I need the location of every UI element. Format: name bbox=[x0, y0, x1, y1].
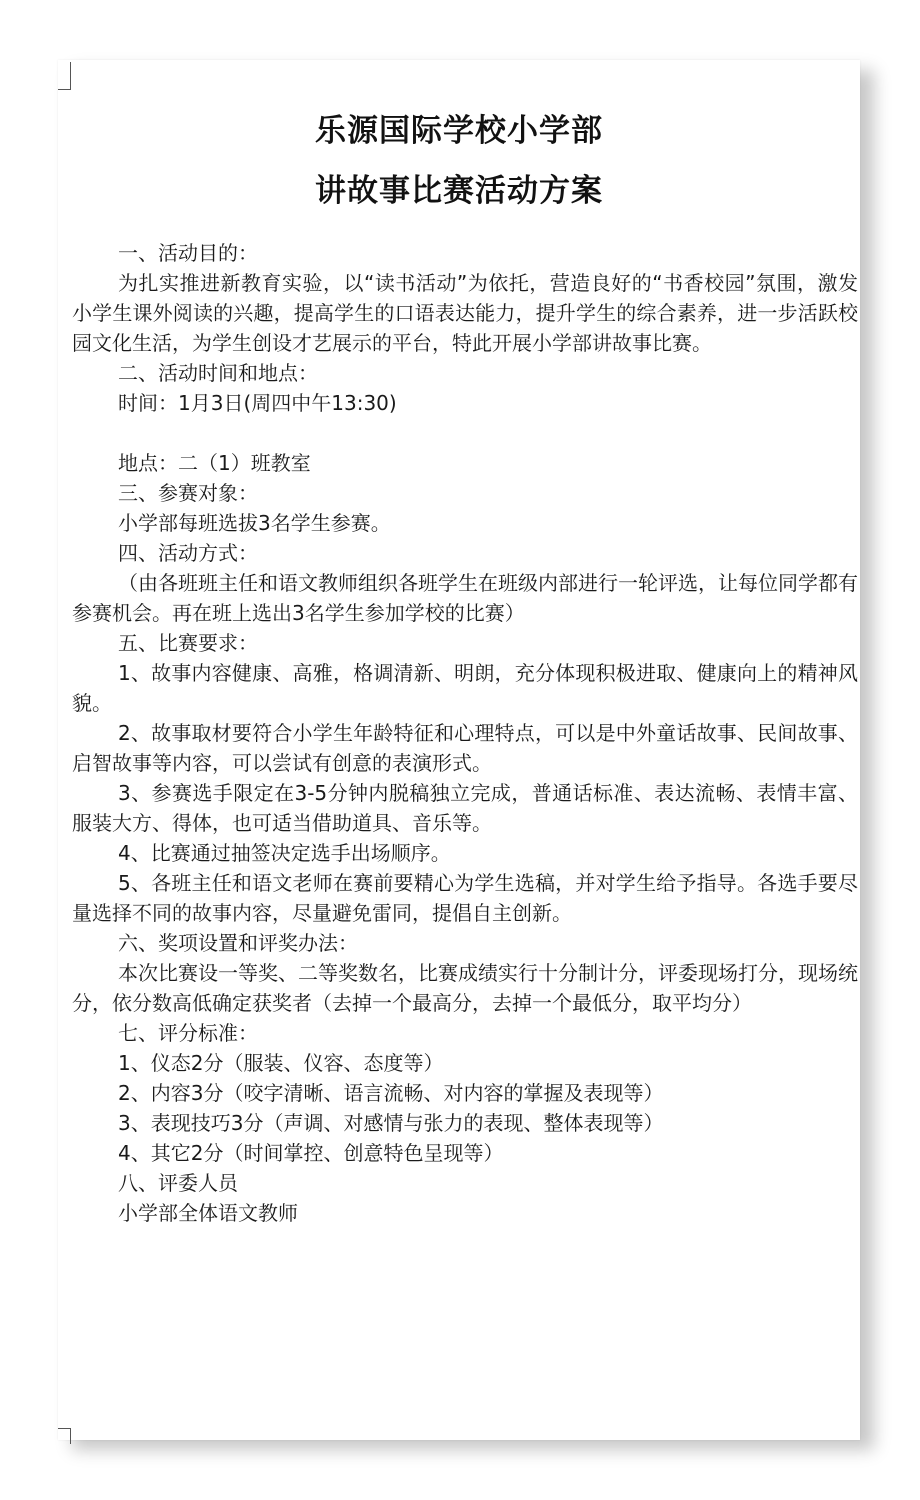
paragraph: 六、奖项设置和评奖办法： bbox=[118, 931, 358, 955]
crop-mark-top-left bbox=[58, 62, 71, 90]
paragraph: 二、活动时间和地点： bbox=[118, 361, 318, 385]
paragraph-blank bbox=[72, 418, 858, 448]
document-title-school: 乐源国际学校小学部 bbox=[315, 113, 603, 149]
paragraph: 4、比赛通过抽签决定选手出场顺序。 bbox=[118, 841, 451, 865]
paragraph: 三、参赛对象： bbox=[118, 481, 258, 505]
paragraph: 2、故事取材要符合小学生年龄特征和心理特点，可以是中外童话故事、民间故事、启智故事等内容，可以尝试有创意的表演形式。 bbox=[72, 721, 858, 775]
paragraph: 1、故事内容健康、高雅，格调清新、明朗，充分体现积极进取、健康向上的精神风貌。 bbox=[72, 661, 858, 715]
paragraph: 4、其它2分（时间掌控、创意特色呈现等） bbox=[118, 1141, 504, 1165]
paragraph: 地点：二（1）班教室 bbox=[118, 451, 311, 475]
paragraph: 七、评分标准： bbox=[118, 1021, 258, 1045]
paragraph: 1、仪态2分（服装、仪容、态度等） bbox=[118, 1051, 444, 1075]
paragraph: 小学部全体语文教师 bbox=[118, 1201, 298, 1225]
paragraph: 为扎实推进新教育实验，以“读书活动”为依托，营造良好的“书香校园”氛围，激发小学生课外阅读的兴趣，提高学生的口语表达能力，提升学生的综合素养，进一步活跃校园文化生活，为学生创设才艺展示的平台，特此开展小学部讲故事比赛。 bbox=[72, 271, 858, 355]
paragraph: 八、评委人员 bbox=[118, 1171, 238, 1195]
paragraph: 五、比赛要求： bbox=[118, 631, 258, 655]
paragraph: 时间：1月3日(周四中午13:30) bbox=[118, 391, 397, 415]
paragraph: 5、各班主任和语文老师在赛前要精心为学生选稿，并对学生给予指导。各选手要尽量选择不同的故事内容，尽量避免雷同，提倡自主创新。 bbox=[72, 871, 858, 925]
document-title-activity: 讲故事比赛活动方案 bbox=[315, 173, 603, 209]
paragraph: 四、活动方式： bbox=[118, 541, 258, 565]
paragraph: 3、参赛选手限定在3-5分钟内脱稿独立完成，普通话标准、表达流畅、表情丰富、服装大方、得体，也可适当借助道具、音乐等。 bbox=[72, 781, 858, 835]
document-body bbox=[72, 238, 858, 1228]
paragraph: （由各班班主任和语文教师组织各班学生在班级内部进行一轮评选，让每位同学都有参赛机会。再在班上选出3名学生参加学校的比赛） bbox=[72, 571, 858, 625]
crop-mark-bottom-left bbox=[58, 1428, 71, 1444]
paragraph: 2、内容3分（咬字清晰、语言流畅、对内容的掌握及表现等） bbox=[118, 1081, 664, 1105]
paragraph: 3、表现技巧3分（声调、对感情与张力的表现、整体表现等） bbox=[118, 1111, 664, 1135]
paragraph: 小学部每班选拔3名学生参赛。 bbox=[118, 511, 391, 535]
paragraph: 一、活动目的： bbox=[118, 241, 258, 265]
paragraph: 本次比赛设一等奖、二等奖数名，比赛成绩实行十分制计分，评委现场打分，现场统分，依分数高低确定获奖者（去掉一个最高分，去掉一个最低分，取平均分） bbox=[72, 961, 858, 1015]
